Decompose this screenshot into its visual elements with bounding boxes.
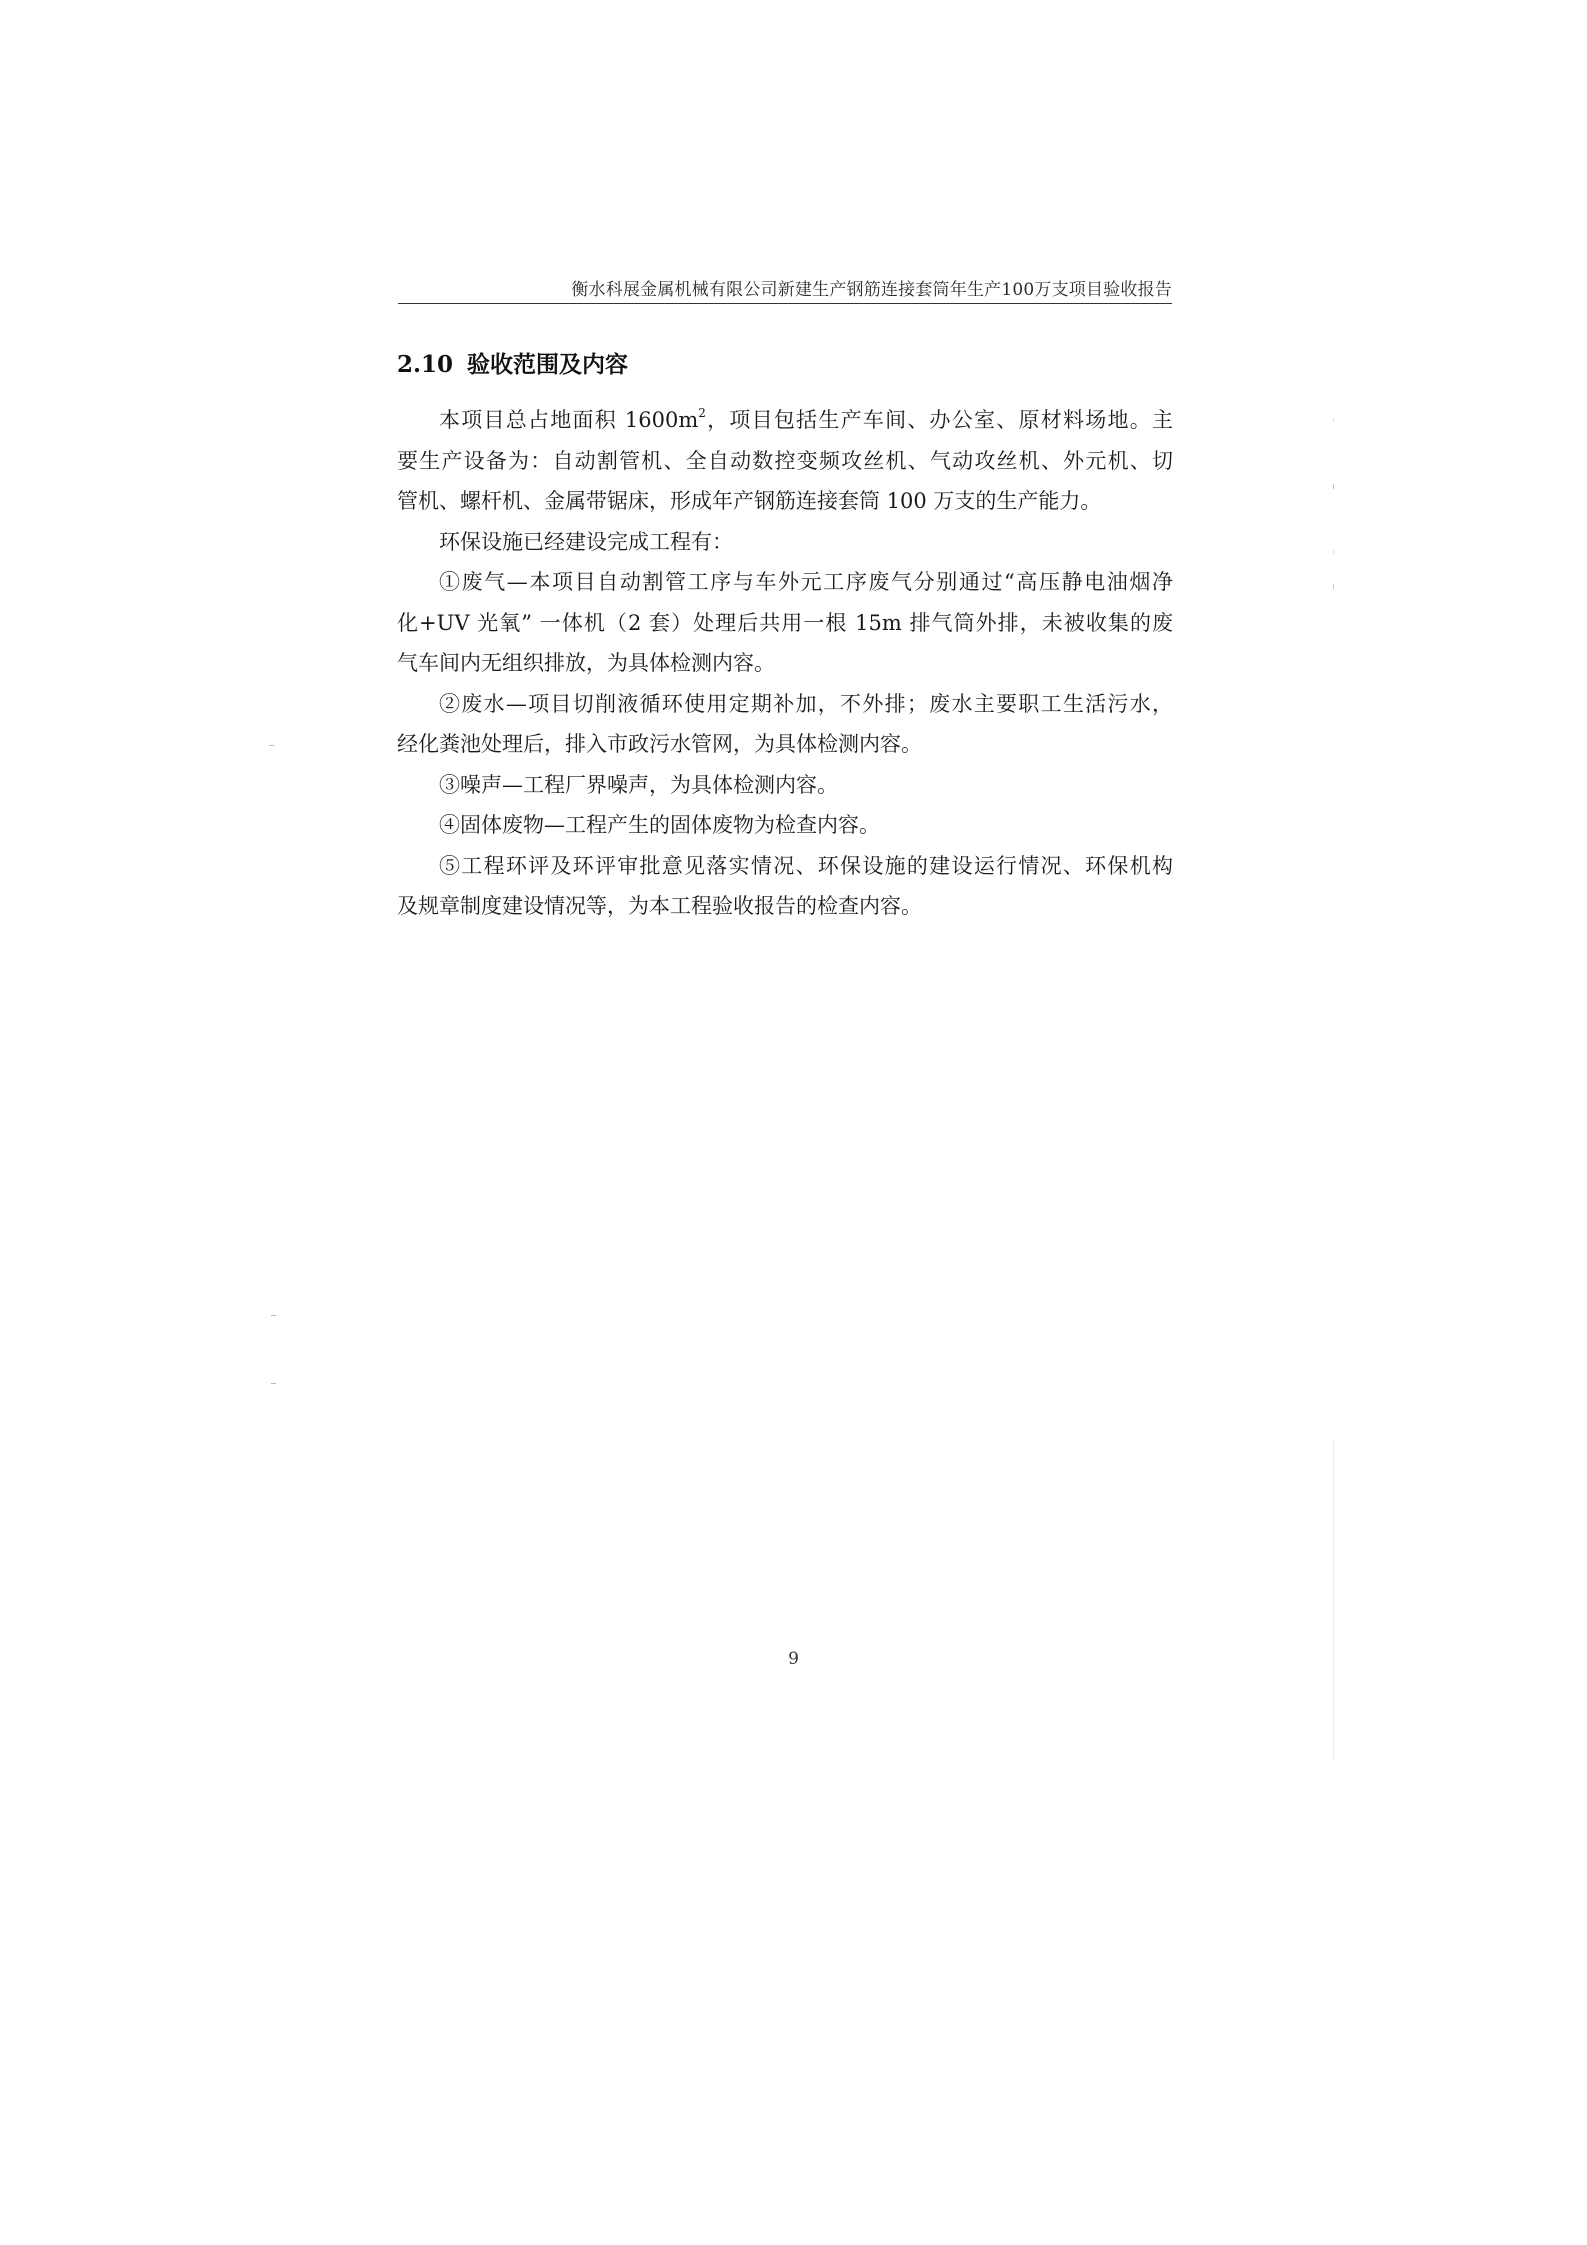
text-run: 本项目总占地面积 1600m [439,408,699,432]
body-text [397,400,1173,927]
paragraph-line: ⑤工程环评及环评审批意见落实情况、环保设施的建设运行情况、环保机构 [439,853,1173,878]
page-number: 9 [788,1649,799,1669]
scan-mark [1333,484,1334,489]
paragraph-line: 环保设施已经建设完成工程有： [439,529,733,554]
paragraph-line: ①废气—本项目自动割管工序与车外元工序废气分别通过“高压静电油烟净 [439,570,1173,594]
superscript: 2 [698,406,706,420]
scan-mark [1333,584,1334,589]
paragraph-line: 要生产设备为：自动割管机、全自动数控变频攻丝机、气动攻丝机、外元机、切 [397,448,1173,473]
paragraph-line: ④固体废物—工程产生的固体废物为检查内容。 [439,813,880,837]
paragraph-line: 经化粪池处理后，排入市政污水管网，为具体检测内容。 [397,732,922,756]
paragraph-line: 管机、螺杆机、金属带锯床，形成年产钢筋连接套筒 100 万支的生产能力。 [397,489,1102,513]
paragraph-line: 及规章制度建设情况等，为本工程验收报告的检查内容。 [397,894,922,918]
scan-mark [1333,550,1334,554]
running-header: 衡水科展金属机械有限公司新建生产钢筋连接套筒年生产100万支项目验收报告 [571,280,1172,300]
paragraph-line: 化+UV 光氧” 一体机（2 套）处理后共用一根 15m 排气筒外排，未被收集的废 [397,610,1173,635]
scan-mark [271,1383,276,1384]
scan-mark [269,745,274,746]
section-number: 2.10 [397,351,454,378]
scan-mark [271,1315,276,1316]
scan-mark [1333,418,1334,422]
paragraph-line: ②废水—项目切削液循环使用定期补加，不外排；废水主要职工生活污水， [439,691,1173,716]
header-rule [398,303,1172,304]
paragraph-line [397,400,1173,441]
scan-edge-line [1333,1440,1334,1760]
paragraph-line: 气车间内无组织排放，为具体检测内容。 [397,651,775,675]
section-title: 验收范围及内容 [467,351,629,378]
paragraph-line: ③噪声—工程厂界噪声，为具体检测内容。 [439,772,838,797]
text-run: ，项目包括生产车间、办公室、原材料场地。主 [705,408,1174,432]
section-heading [397,350,628,380]
